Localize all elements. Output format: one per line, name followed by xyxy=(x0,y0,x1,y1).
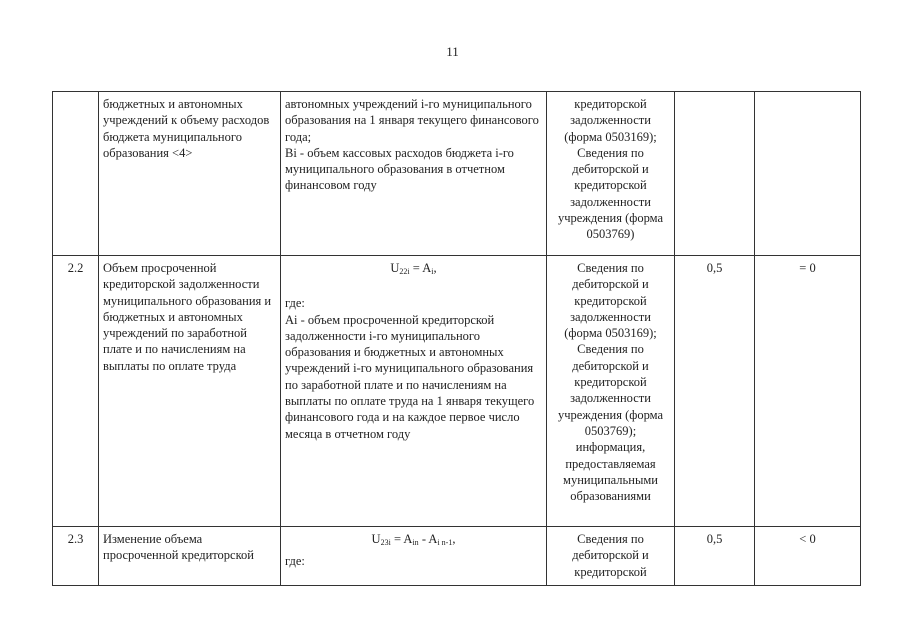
where-label: где: xyxy=(285,296,305,311)
data-source: кредиторской задолженности (форма 0503169); Сведения по дебиторской и кредиторской задолженности учреждения (форма 0503769) xyxy=(547,92,675,256)
calculation-method xyxy=(281,256,547,527)
weight-value xyxy=(675,92,755,256)
data-source: Сведения по дебиторской и кредиторской задолженности (форма 0503169); Сведения по дебиторской и кредиторской задолженности учреждения (форма 0503769); информация, предоставляемая муниципальными образованиями xyxy=(547,256,675,527)
where-label: где: xyxy=(285,554,305,569)
formula: $U_{23i} = A_{in} - A_{i n-1}$, xyxy=(371,532,456,547)
row-number: 2.2 xyxy=(53,256,99,527)
indicator-name: бюджетных и автономных учреждений к объему расходов бюджета муниципального образования <4> xyxy=(99,92,281,256)
target-value xyxy=(755,92,861,256)
data-source: Сведения по дебиторской и кредиторской xyxy=(547,527,675,586)
calculation-method xyxy=(281,92,547,256)
method-line: автономных учреждений i-го муниципального образования на 1 января текущего финансового года; xyxy=(285,97,539,144)
target-value: = 0 xyxy=(755,256,861,527)
formula: $U_{22i} = A_i$, xyxy=(390,261,437,276)
weight-value: 0,5 xyxy=(675,256,755,527)
row-number xyxy=(53,92,99,256)
indicator-name: Изменение объема просроченной кредиторской xyxy=(99,527,281,586)
calculation-method xyxy=(281,527,547,586)
indicator-table xyxy=(52,91,861,586)
target-value: < 0 xyxy=(755,527,861,586)
page-number: 11 xyxy=(446,44,459,59)
method-line: Bi - объем кассовых расходов бюджета i-го муниципального образования в отчетном финансовом году xyxy=(285,145,514,193)
table-row xyxy=(53,92,861,256)
table-row xyxy=(53,527,861,586)
table-row xyxy=(53,256,861,527)
method-line: Ai - объем просроченной кредиторской задолженности i-го муниципального образования и бюджетных и автономных учреждений i-го муниципального образования по заработной плате и по начислениям на выплаты по оплате труда на 1 января текущего финансового года и на каждое первое число месяца в отчетном году xyxy=(285,312,535,441)
weight-value: 0,5 xyxy=(675,527,755,586)
indicator-name: Объем просроченной кредиторской задолженности муниципального образования и бюджетных и автономных учреждений по заработной плате и по начислениям на выплаты по оплате труда xyxy=(99,256,281,527)
row-number: 2.3 xyxy=(53,527,99,586)
